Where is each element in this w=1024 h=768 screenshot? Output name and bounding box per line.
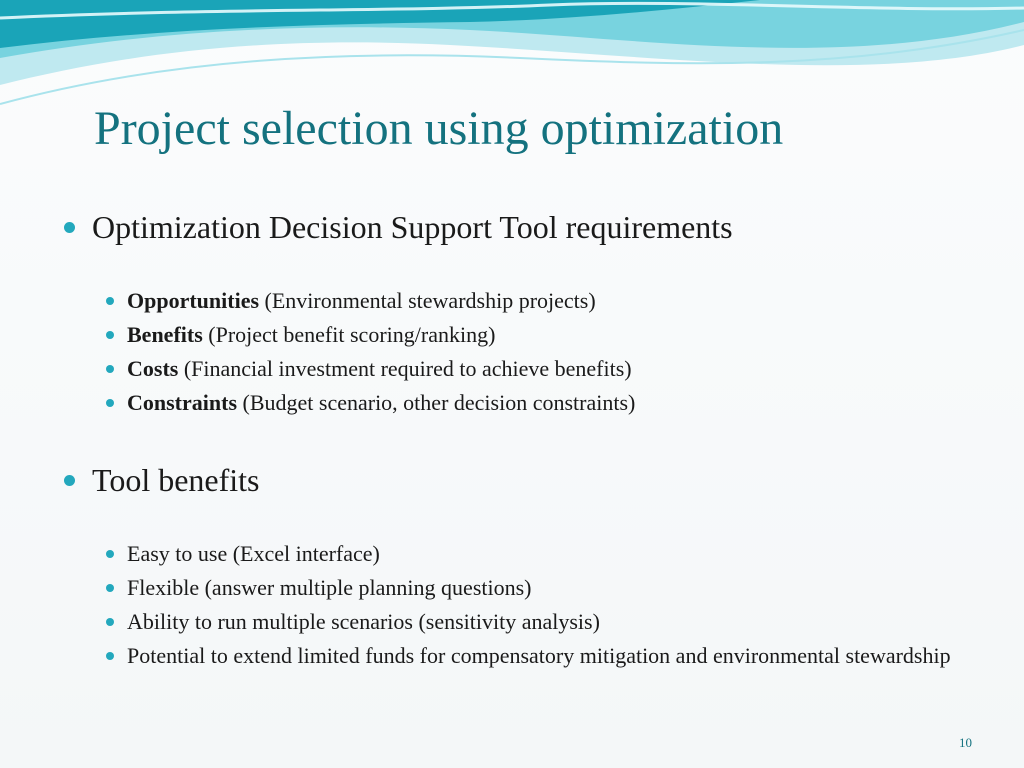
list-item xyxy=(106,540,966,568)
bullet-icon xyxy=(106,618,114,626)
bullet-icon xyxy=(106,584,114,592)
section-heading-text: Tool benefits xyxy=(92,462,260,498)
section-heading-benefits xyxy=(64,460,260,500)
slide-title: Project selection using optimization xyxy=(94,102,784,155)
item-label: Opportunities xyxy=(127,288,260,313)
item-text: Ability to run multiple scenarios (sensitivity analysis) xyxy=(127,609,600,634)
item-description: (Budget scenario, other decision constraints) xyxy=(237,390,636,415)
bullet-icon xyxy=(106,297,114,305)
page-number: 10 xyxy=(959,735,972,750)
benefits-list xyxy=(106,540,966,676)
item-description: (Financial investment required to achieve benefits) xyxy=(178,356,632,381)
item-label: Benefits xyxy=(127,322,203,347)
section-heading-text: Optimization Decision Support Tool requirements xyxy=(92,209,733,245)
bullet-icon xyxy=(106,365,114,373)
section-bullet-icon xyxy=(64,475,75,486)
requirements-list xyxy=(106,287,966,423)
bullet-icon xyxy=(106,399,114,407)
list-item xyxy=(106,574,966,602)
bullet-icon xyxy=(106,550,114,558)
list-item xyxy=(106,321,966,349)
list-item xyxy=(106,608,966,636)
list-item xyxy=(106,355,966,383)
item-text: Flexible (answer multiple planning questions) xyxy=(127,575,532,600)
item-description: (Environmental stewardship projects) xyxy=(259,288,596,313)
list-item xyxy=(106,287,966,315)
section-heading-requirements xyxy=(64,207,733,247)
bullet-icon xyxy=(106,331,114,339)
item-label: Constraints xyxy=(127,390,238,415)
bullet-icon xyxy=(106,652,114,660)
list-item xyxy=(106,642,966,670)
list-item xyxy=(106,389,966,417)
item-description: (Project benefit scoring/ranking) xyxy=(202,322,496,347)
item-label: Costs xyxy=(127,356,179,381)
item-text: Easy to use (Excel interface) xyxy=(127,541,380,566)
section-bullet-icon xyxy=(64,222,75,233)
item-text: Potential to extend limited funds for compensatory mitigation and environmental stewardship xyxy=(127,643,951,668)
